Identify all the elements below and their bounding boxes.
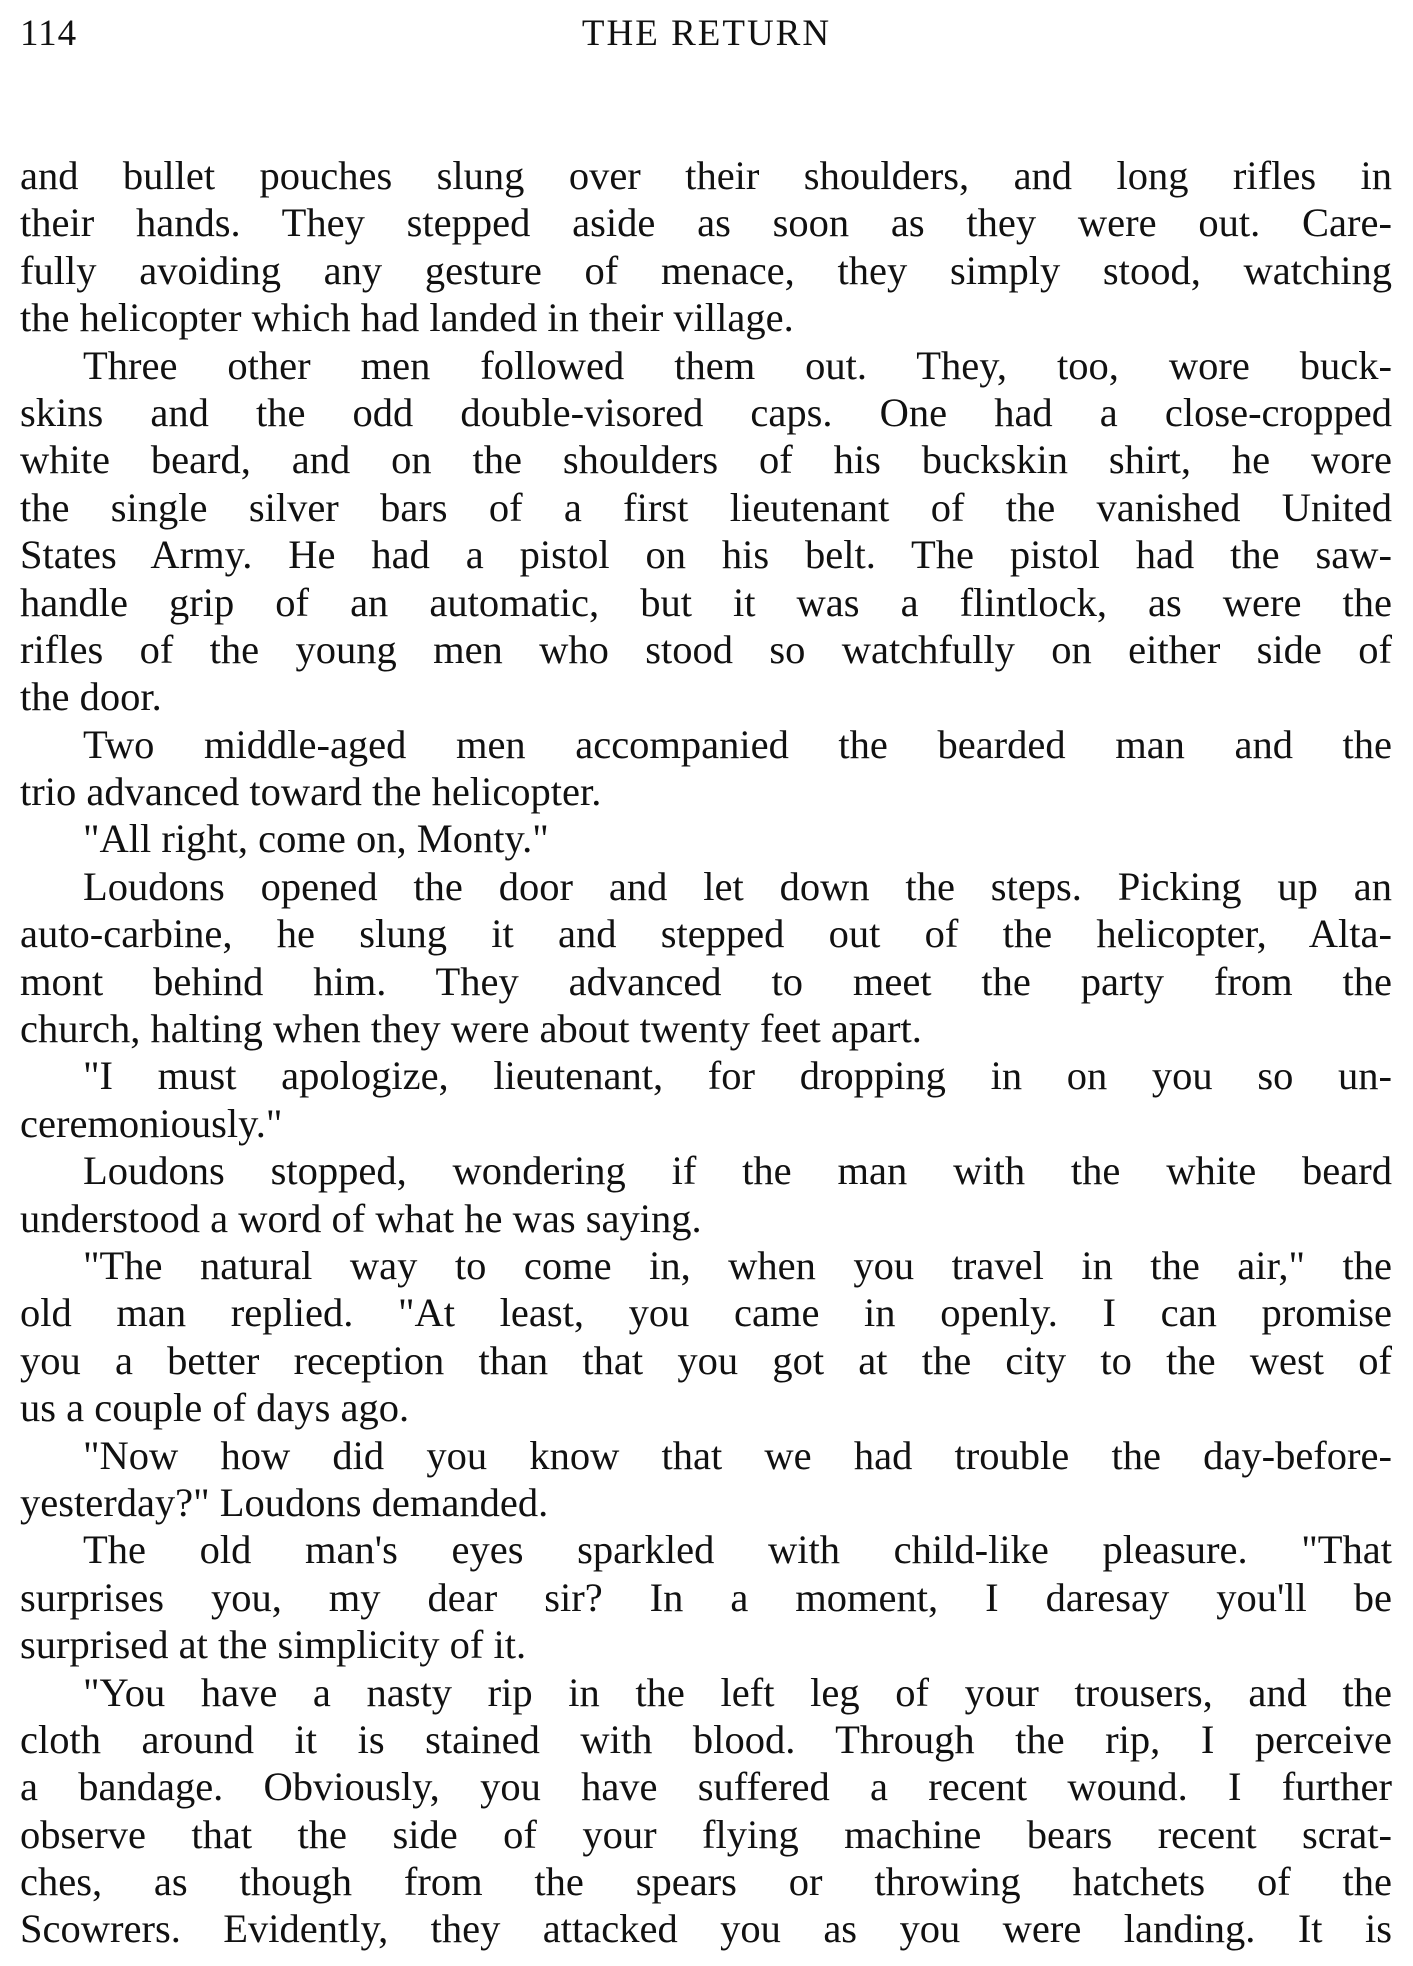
text-line: the door. (20, 674, 162, 720)
text-line: rifles of the young men who stood so watchfully on either side of (20, 626, 1392, 672)
text-line: Loudons opened the door and let down the steps. Picking up an (83, 863, 1392, 909)
text-line: surprises you, my dear sir? In a moment, I daresay you'll be (20, 1574, 1392, 1620)
text-line: the single silver bars of a first lieutenant of the vanished United (20, 484, 1392, 530)
text-line: the helicopter which had landed in their village. (20, 295, 794, 341)
text-line: "You have a nasty rip in the left leg of your trousers, and the (83, 1669, 1392, 1715)
text-line: "Now how did you know that we had trouble the day-before- (83, 1432, 1392, 1478)
text-line: and bullet pouches slung over their shoulders, and long rifles in (20, 153, 1392, 198)
text-line: mont behind him. They advanced to meet the party from the (20, 958, 1392, 1004)
text-line: skins and the odd double-visored caps. One had a close-cropped (20, 389, 1392, 435)
text-line: Scowrers. Evidently, they attacked you as you were landing. It is (20, 1906, 1392, 1952)
text-line: cloth around it is stained with blood. Through the rip, I perceive (20, 1716, 1392, 1762)
body-text (20, 152, 1392, 1953)
text-line: us a couple of days ago. (20, 1385, 410, 1431)
text-line: old man replied. "At least, you came in openly. I can promise (20, 1290, 1392, 1336)
text-line: handle grip of an automatic, but it was a flintlock, as were the (20, 579, 1392, 625)
text-line: trio advanced toward the helicopter. (20, 769, 602, 815)
text-line: Three other men followed them out. They, too, wore buck- (83, 342, 1392, 388)
text-line: Loudons stopped, wondering if the man with the white beard (83, 1148, 1392, 1194)
text-line: a bandage. Obviously, you have suffered a recent wound. I further (20, 1764, 1392, 1810)
running-head (20, 12, 1393, 62)
page-number: 114 (20, 13, 78, 54)
text-line: ches, as though from the spears or throwing hatchets of the (20, 1859, 1392, 1905)
text-line: yesterday?" Loudons demanded. (20, 1479, 549, 1525)
text-line: white beard, and on the shoulders of his buckskin shirt, he wore (20, 437, 1392, 483)
running-title: THE RETURN (581, 13, 832, 54)
text-line: States Army. He had a pistol on his belt. The pistol had the saw- (20, 532, 1392, 578)
text-line: "The natural way to come in, when you travel in the air," the (83, 1242, 1392, 1288)
text-line: their hands. They stepped aside as soon as they were out. Care- (20, 200, 1392, 246)
text-line: "All right, come on, Monty." (83, 816, 549, 862)
text-line: observe that the side of your flying machine bears recent scrat- (20, 1811, 1392, 1857)
text-line: "I must apologize, lieutenant, for dropping in on you so un- (83, 1053, 1392, 1099)
text-line: auto-carbine, he slung it and stepped out of the helicopter, Alta- (20, 911, 1392, 957)
text-line: surprised at the simplicity of it. (20, 1622, 527, 1668)
text-line: understood a word of what he was saying. (20, 1195, 702, 1241)
text-line: church, halting when they were about twenty feet apart. (20, 1006, 922, 1052)
text-line: The old man's eyes sparkled with child-like pleasure. "That (83, 1527, 1392, 1573)
text-line: ceremoniously." (20, 1100, 283, 1146)
text-line: Two middle-aged men accompanied the bearded man and the (83, 721, 1392, 767)
text-line: fully avoiding any gesture of menace, they simply stood, watching (20, 247, 1392, 293)
text-line: you a better reception than that you got at the city to the west of (20, 1337, 1392, 1383)
